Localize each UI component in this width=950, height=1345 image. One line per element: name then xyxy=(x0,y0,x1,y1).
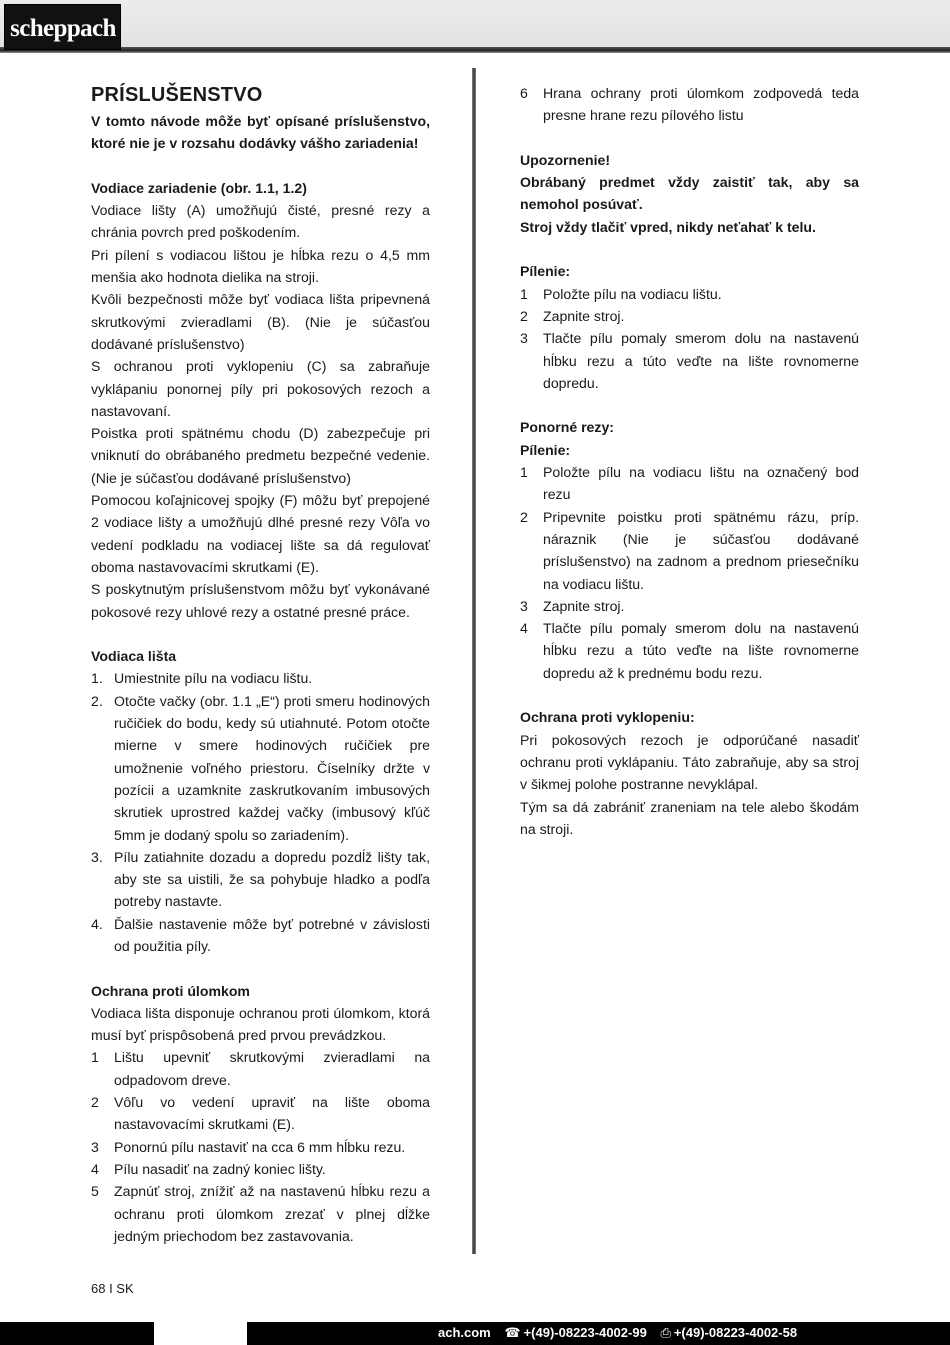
step-number: 6 xyxy=(520,85,528,101)
step-text: Lištu upevniť skrutkovými zvieradlami na odpadovom dreve. xyxy=(114,1049,430,1088)
list-item xyxy=(91,1158,430,1180)
guide-paragraph: S ochranou proti vyklopeniu (C) sa zabraňuje vyklápaniu ponornej píly pri pokosových rezoch a nastavovaní. xyxy=(91,358,430,419)
plunge-steps xyxy=(520,461,859,684)
list-item xyxy=(520,283,859,305)
list-item xyxy=(91,1180,430,1247)
list-item xyxy=(91,690,430,846)
step-text: Otočte vačky (obr. 1.1 „E“) proti smeru hodinových ručičiek do bodu, kedy sú utiahnuté. Potom otočte mierne v smere hodinových ručičiek pre umožnenie voľného priestoru. Číselníky držte v pozícii a uzamknite zaskrutkovaním imbusových skrutiek uprostred každej vačky (imbusový kľúč 5mm je dodaný spolu so zariadením). xyxy=(114,692,430,843)
list-item xyxy=(91,667,430,689)
step-text: Vôľu vo vedení upraviť na lište oboma nastavovacími skrutkami (E). xyxy=(114,1094,430,1133)
guide-paragraph: Poistka proti spätnému chodu (D) zabezpečuje pri vniknutí do obrábaného predmetu bezpečné vedenie. (Nie je súčasťou dodávané príslušenstvo) xyxy=(91,425,430,486)
guide-paragraph: Pri pílení s vodiacou lištou je hĺbka rezu o 4,5 mm menšia ako hodnota dielika na stroji. xyxy=(91,246,430,286)
notice-line: Stroj vždy tlačiť vpred, nikdy neťahať k telu. xyxy=(520,218,816,235)
splinter-intro: Vodiaca lišta disponuje ochranou proti úlomkom, ktorá musí byť prispôsobená pred prvou prevádzkou. xyxy=(91,1004,430,1044)
notice-line: Obrábaný predmet vždy zaistiť tak, aby sa nemohol posúvať. xyxy=(520,174,859,213)
guide-paragraph: Pomocou koľajnicovej spojky (F) môžu byť prepojené 2 vodiace lišty a umožňujú dlhé presné rezy Vôľa vo vedení podkladu na vodiacej lište sa dá regulovať oboma nastavovacími skrutkami (E). xyxy=(91,492,430,575)
notice-heading: Upozornenie! xyxy=(520,151,611,168)
list-item xyxy=(520,461,859,506)
guide-paragraph: Kvôli bezpečnosti môže byť vodiaca lišta pripevnená skrutkovými zvieradlami (B). (Nie je súčasťou dodávané príslušenstvo) xyxy=(91,291,430,352)
step-text: Ďalšie nastavenie môže byť potrebné v závislosti od použitia píly. xyxy=(114,915,430,954)
right-column xyxy=(520,82,859,840)
step-number: 2 xyxy=(91,1094,99,1111)
tip-paragraph: Tým sa dá zabrániť zraneniam na tele alebo škodám na stroji. xyxy=(520,798,859,837)
list-item xyxy=(520,506,859,595)
step-text: Položte pílu na vodiacu lištu na označený bod rezu xyxy=(543,464,859,503)
column-divider xyxy=(472,68,476,1254)
guide-paragraph: S poskytnutým príslušenstvom môžu byť vykonávané pokosové rezy uhlové rezy a ostatné presné práce. xyxy=(91,581,430,620)
plunge-heading: Ponorné rezy: xyxy=(520,419,614,436)
sawing-steps xyxy=(520,283,859,394)
sawing-heading: Pílenie: xyxy=(520,263,571,280)
list-item xyxy=(91,1091,430,1136)
rail-heading: Vodiaca lišta xyxy=(91,648,177,665)
step-text: Pílu zatiahnite dozadu a dopredu pozdĺž lišty tak, aby ste sa uistili, že sa pohybuje hladko a podľa potreby nastavte. xyxy=(114,848,430,910)
list-item xyxy=(91,1136,430,1158)
step-number: 2 xyxy=(520,508,528,525)
step-text: Zapnite stroj. xyxy=(543,597,625,614)
header-band xyxy=(0,0,950,48)
list-item xyxy=(520,617,859,684)
intro-note: V tomto návode môže byť opísané príslušenstvo, ktoré nie je v rozsahu dodávky vášho zariadenia! xyxy=(91,113,430,152)
step-text: Tlačte pílu pomaly smerom dolu na nastavenú hĺbku rezu a túto veďte na lište rovnomerne dopredu až k prednému bodu rezu. xyxy=(543,620,859,681)
step-text: Položte pílu na vodiacu lištu. xyxy=(543,285,722,302)
fax-icon: ⎙ xyxy=(660,1325,671,1340)
list-item xyxy=(520,82,859,127)
page-number: 68 I SK xyxy=(91,1281,134,1296)
step-text: Zapnúť stroj, znížiť až na nastavenú hĺbku rezu a ochranu proti úlomkom zrezať v plnej dĺžke jedným priechodom bez zastavovania. xyxy=(114,1183,430,1244)
guide-paragraph: Vodiace lišty (A) umožňujú čisté, presné rezy a chránia povrch pred poškodením. xyxy=(91,202,430,241)
list-item xyxy=(520,327,859,394)
step-text: Pílu nasadiť na zadný koniec lišty. xyxy=(114,1160,326,1177)
step-number: 1. xyxy=(91,670,103,687)
splinter-heading: Ochrana proti úlomkom xyxy=(91,982,250,999)
footer-phone: +(49)-08223-4002-99 xyxy=(523,1325,647,1340)
list-item xyxy=(91,1046,430,1091)
step-text: Umiestnite pílu na vodiacu lištu. xyxy=(114,670,313,687)
step-number: 2 xyxy=(520,307,528,324)
splinter-steps xyxy=(91,1046,430,1247)
list-item xyxy=(520,595,859,617)
step-number: 5 xyxy=(91,1183,99,1200)
svg-text:scheppach: scheppach xyxy=(9,15,116,42)
phone-icon: ☎ xyxy=(504,1325,521,1340)
step-text: Ponornú pílu nastaviť na cca 6 mm hĺbku rezu. xyxy=(114,1138,406,1155)
step-number: 4 xyxy=(91,1160,99,1177)
left-column xyxy=(91,82,430,1247)
list-item xyxy=(520,305,859,327)
list-item xyxy=(91,846,430,913)
footer-fax: +(49)-08223-4002-58 xyxy=(673,1325,798,1340)
footer-web[interactable]: ach.com xyxy=(438,1325,491,1340)
footer-contact xyxy=(438,1324,797,1342)
rail-steps xyxy=(91,667,430,957)
step-number: 3 xyxy=(520,330,528,347)
scheppach-logo-mark xyxy=(9,9,117,45)
tip-heading: Ochrana proti vyklopeniu: xyxy=(520,709,695,726)
step-number: 1 xyxy=(91,1049,99,1066)
step-number: 1 xyxy=(520,464,528,481)
header-rule xyxy=(0,47,950,53)
step-text: Zapnite stroj. xyxy=(543,307,625,324)
step-text: Pripevnite poistku proti spätnému rázu, príp. náraznik (Nie je súčasťou dodávané príslušenstvo) na zadnom a prednom priesečníku na vodiacu lištu. xyxy=(543,508,859,592)
splinter-steps-continued xyxy=(520,82,859,127)
plunge-subheading: Pílenie: xyxy=(520,441,571,458)
guide-heading: Vodiace zariadenie (obr. 1.1, 1.2) xyxy=(91,179,307,196)
step-number: 4. xyxy=(91,915,103,932)
step-number: 3. xyxy=(91,848,103,865)
step-text: Hrana ochrany proti úlomkom zodpovedá teda presne hrane rezu pílového listu xyxy=(543,85,859,124)
footer-white-block xyxy=(154,1322,247,1345)
step-text: Tlačte pílu pomaly smerom dolu na nastavenú hĺbku rezu a túto veďte na lište rovnomerne dopredu. xyxy=(543,330,859,391)
page-title: PRÍSLUŠENSTVO xyxy=(91,84,263,106)
tip-paragraph: Pri pokosových rezoch je odporúčané nasadiť ochranu proti vyklápaniu. Táto zabraňuje, aby sa stroj v šikmej polohe postranne nevyklápal. xyxy=(520,731,859,793)
brand-logo xyxy=(4,4,121,50)
step-number: 2. xyxy=(91,692,103,709)
step-number: 3 xyxy=(520,597,528,614)
list-item xyxy=(91,913,430,958)
step-number: 3 xyxy=(91,1138,99,1155)
step-number: 1 xyxy=(520,285,528,302)
step-number: 4 xyxy=(520,620,528,637)
